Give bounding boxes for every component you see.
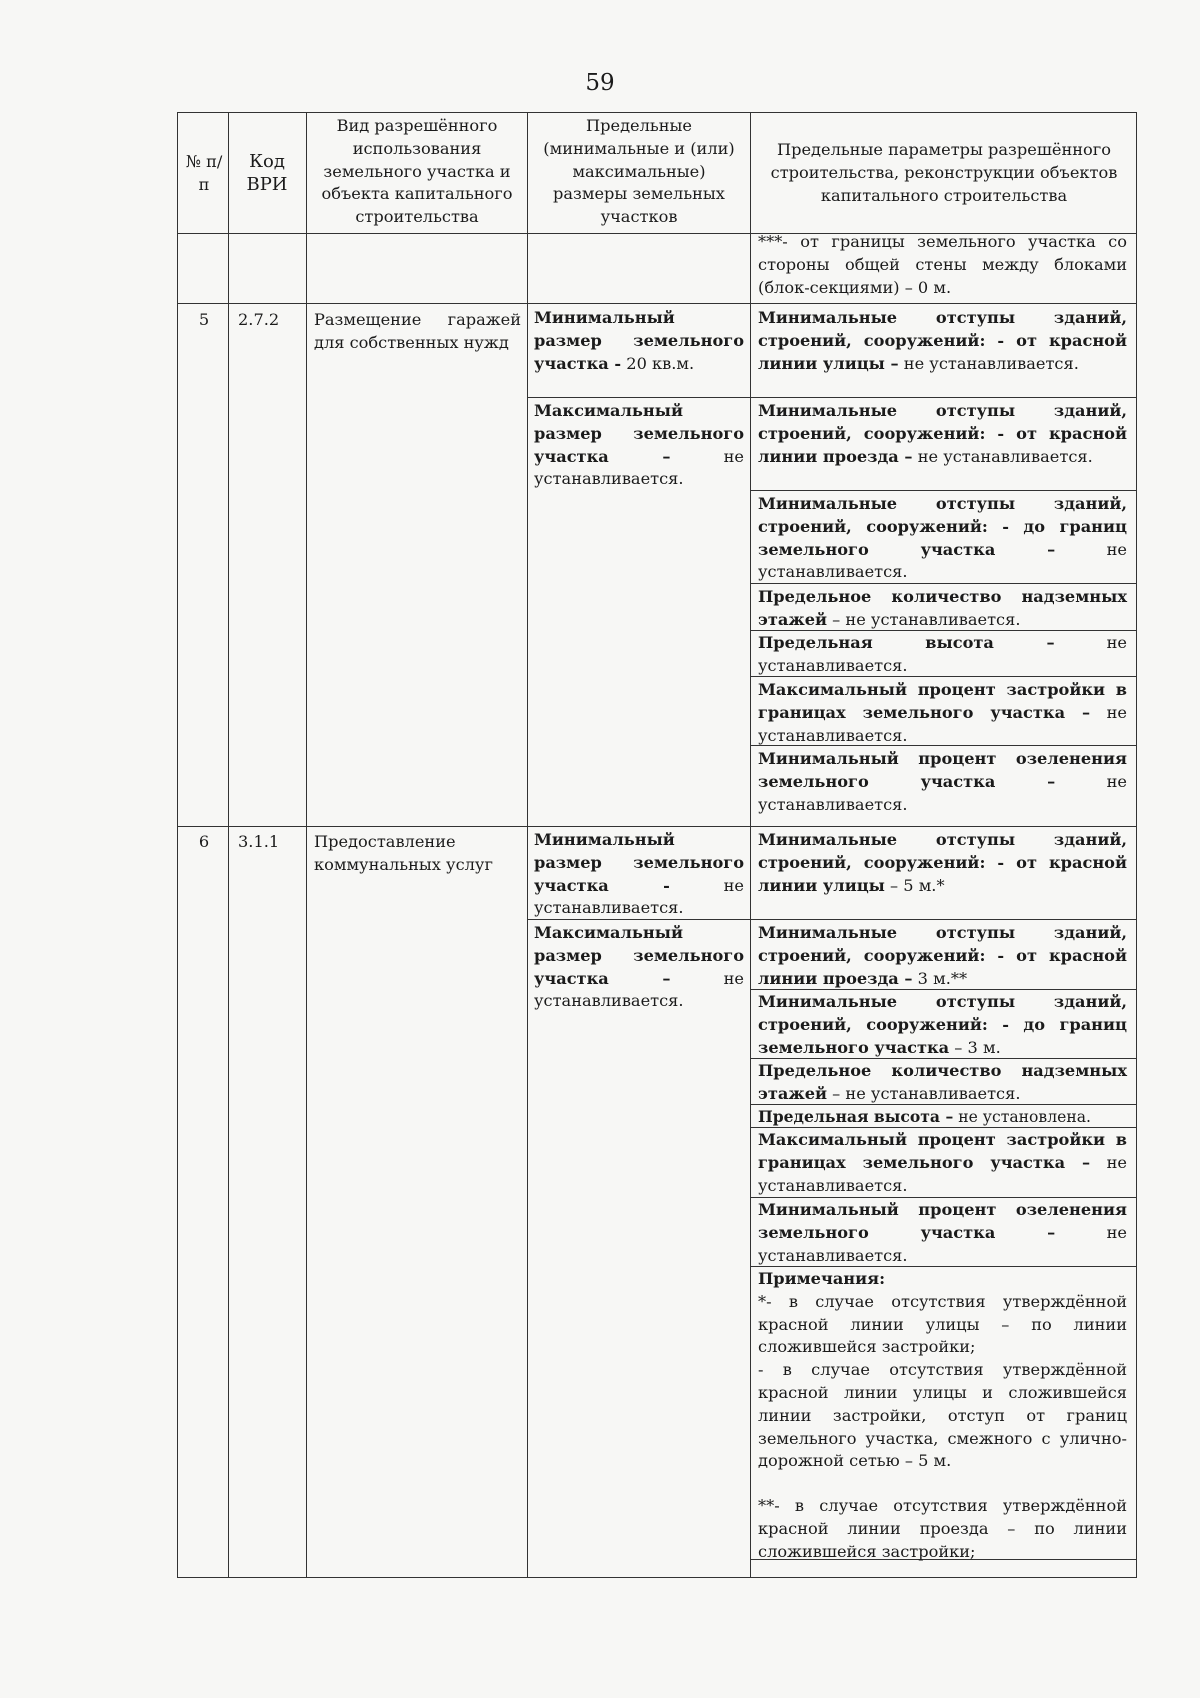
param-value: не устанавливается. <box>758 633 1127 675</box>
param-value: не устанавливается. <box>758 702 1127 745</box>
row5-param <box>758 307 1127 375</box>
param-label: Максимальный процент застройки в границах земельного участка – <box>758 680 1127 722</box>
param-value: не устанавливается. <box>758 1222 1127 1265</box>
row5-param <box>758 493 1127 584</box>
param-label: Минимальный процент озеленения земельного участка – <box>758 1200 1127 1242</box>
row6-param <box>758 1106 1127 1128</box>
param-value: не установлена. <box>953 1108 1091 1126</box>
col-divider <box>750 113 751 1577</box>
param-value: не устанавливается. <box>903 353 1079 373</box>
param-value: – 5 м.* <box>884 875 945 895</box>
col-divider <box>306 113 307 1577</box>
row6-notes <box>758 1268 1127 1564</box>
row5-min-size <box>534 307 744 375</box>
param-value: не устанавливается. <box>917 446 1093 466</box>
row6-min-size-value: не устанавливается. <box>534 875 744 918</box>
param-divider <box>750 397 1136 398</box>
param-divider <box>750 490 1136 491</box>
param-label: Предельная высота – <box>758 633 1055 652</box>
row6-num: 6 <box>198 832 210 851</box>
param-label: Предельное количество надземных этажей <box>758 1061 1127 1103</box>
row-divider <box>178 826 1136 827</box>
param-label: Минимальный процент озеленения земельного участка – <box>758 749 1127 791</box>
size-divider <box>527 397 750 398</box>
param-value: 3 м.** <box>912 968 968 988</box>
note-item: **- в случае отсутствия утверждённой красной линии проезда – по линии сложившейся застройки; <box>758 1496 1127 1561</box>
row6-max-size <box>534 922 744 1013</box>
param-value: – не устанавливается. <box>827 1083 1021 1103</box>
carry-over-note: ***- от границы земельного участка со стороны общей стены между блоками (блок-секциями) – 0 м. <box>758 232 1127 297</box>
header-code: Код ВРИ <box>246 151 288 195</box>
param-label: Минимальные отступы зданий, строений, сооружений: - от красной линии улицы – <box>758 308 1127 373</box>
row6-min-size <box>534 829 744 920</box>
param-label: Максимальный процент застройки в границах земельного участка – <box>758 1130 1127 1172</box>
row6-param <box>758 1199 1127 1267</box>
header-num: № п/п <box>185 152 223 194</box>
param-label: Минимальные отступы зданий, строений, сооружений: - от красной линии проезда – <box>758 401 1127 466</box>
col-divider <box>228 113 229 1577</box>
row5-param <box>758 748 1127 816</box>
header-kind: Вид разрешённого использования земельного участка и объекта капитального строительства <box>321 116 513 227</box>
param-value: не устанавливается. <box>758 1152 1127 1195</box>
row5-param <box>758 586 1127 632</box>
note-item: *- в случае отсутствия утверждённой красной линии улицы – по линии сложившейся застройки; <box>758 1291 1127 1357</box>
row6-param <box>758 922 1127 990</box>
param-label: Минимальные отступы зданий, строений, сооружений: - до границ земельного участка – <box>758 494 1127 559</box>
row5-max-size-label: Максимальный размер земельного участка – <box>534 401 744 466</box>
row6-max-size-label: Максимальный размер земельного участка – <box>534 923 744 988</box>
row5-min-size-value: 20 кв.м. <box>621 353 695 373</box>
row6-max-size-value: не устанавливается. <box>534 968 744 1011</box>
param-value: – не устанавливается. <box>827 609 1021 629</box>
param-label: Предельная высота – <box>758 1107 954 1126</box>
header-params: Предельные параметры разрешённого строительства, реконструкции объектов капитального строительства <box>770 140 1118 205</box>
param-value: не устанавливается. <box>758 539 1127 582</box>
row5-num: 5 <box>198 310 210 329</box>
row6-kind: Предоставление коммунальных услуг <box>314 832 493 874</box>
page-number: 59 <box>585 70 615 96</box>
notes-title: Примечания: <box>758 1269 886 1288</box>
row5-min-size-label: Минимальный размер земельного участка - <box>534 308 744 373</box>
row6-param <box>758 1129 1127 1197</box>
note-item: - в случае отсутствия утверждённой красной линии улицы и сложившейся линии застройки, отступ от границ земельного участка, смежного с улично-дорожной сетью – 5 м. <box>758 1360 1127 1471</box>
col-divider <box>527 113 528 1577</box>
param-label: Минимальные отступы зданий, строений, сооружений: - от красной линии улицы <box>758 830 1127 895</box>
row5-code: 2.7.2 <box>238 310 280 329</box>
row5-param <box>758 400 1127 468</box>
param-label: Предельное количество надземных этажей <box>758 587 1127 629</box>
param-value: не устанавливается. <box>758 771 1127 814</box>
param-divider <box>750 919 1136 920</box>
row-divider <box>178 303 1136 304</box>
row5-param <box>758 632 1127 678</box>
row6-min-size-label: Минимальный размер земельного участка - <box>534 830 744 895</box>
param-label: Минимальные отступы зданий, строений, сооружений: - до границ земельного участка <box>758 992 1127 1057</box>
row5-kind: Размещение гаражей для собственных нужд <box>314 310 521 352</box>
row6-param <box>758 991 1127 1059</box>
param-label: Минимальные отступы зданий, строений, сооружений: - от красной линии проезда – <box>758 923 1127 988</box>
row5-param <box>758 679 1127 747</box>
header-size: Предельные (минимальные и (или) максимальные) размеры земельных участков <box>543 116 735 227</box>
row5-max-size-value: не устанавливается. <box>534 446 744 489</box>
row6-param <box>758 1060 1127 1106</box>
row5-max-size <box>534 400 744 491</box>
regulations-table <box>177 112 1137 1578</box>
param-value: – 3 м. <box>949 1037 1001 1057</box>
row6-param <box>758 829 1127 897</box>
row6-code: 3.1.1 <box>238 832 280 851</box>
